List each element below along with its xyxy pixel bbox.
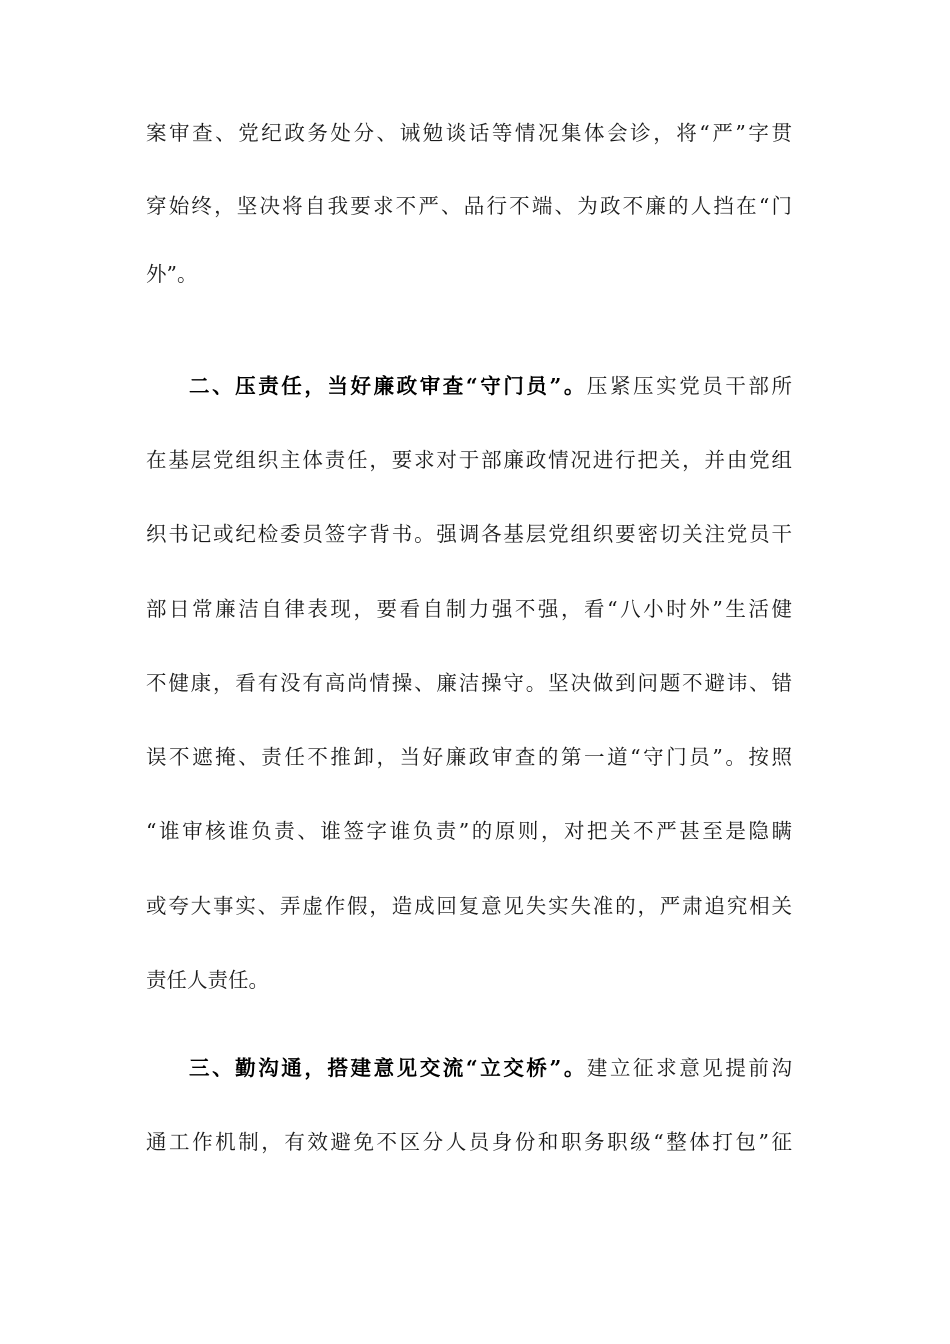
paragraph-2-line-6: 误不遮掩、责任不推卸，当好廉政审查的第一道“守门员”。按照 xyxy=(146,745,792,769)
paragraph-2-line-4: 部日常廉洁自律表现，要看自制力强不强，看“八小时外”生活健 xyxy=(146,597,792,621)
paragraph-1-line-1: 案审查、党纪政务处分、诫勉谈话等情况集体会诊，将“严”字贯 xyxy=(146,121,792,145)
paragraph-2-line-1 xyxy=(189,366,792,406)
paragraph-2-line-8: 或夸大事实、弄虚作假，造成回复意见失实失准的，严肃追究相关 xyxy=(146,894,792,918)
paragraph-2-line-5: 不健康，看有没有高尚情操、廉洁操守。坚决做到问题不避讳、错 xyxy=(146,671,792,695)
section-heading-3: 三、勤沟通，搭建意见交流“立交桥”。 xyxy=(189,1056,587,1080)
paragraph-3-line-2: 通工作机制，有效避免不区分人员身份和职务职级“整体打包”征 xyxy=(146,1130,792,1154)
paragraph-2-line-3: 织书记或纪检委员签字背书。强调各基层党组织要密切关注党员干 xyxy=(146,522,792,546)
paragraph-2-line-2: 在基层党组织主体责任，要求对于部廉政情况进行把关，并由党组 xyxy=(146,448,792,472)
paragraph-2-line-9: 责任人责任。 xyxy=(146,968,269,992)
paragraph-3-line-1-text: 建立征求意见提前沟 xyxy=(586,1056,792,1080)
paragraph-1-line-3: 外”。 xyxy=(146,262,198,286)
paragraph-2-line-1-text: 压紧压实党员干部所 xyxy=(586,374,792,398)
paragraph-2-line-7: “谁审核谁负责、谁签字谁负责”的原则，对把关不严甚至是隐瞒 xyxy=(146,819,792,843)
paragraph-1-line-2: 穿始终，坚决将自我要求不严、品行不端、为政不廉的人挡在“门 xyxy=(146,194,792,218)
section-heading-2: 二、压责任，当好廉政审查“守门员”。 xyxy=(189,374,587,398)
paragraph-3-line-1 xyxy=(189,1048,792,1088)
